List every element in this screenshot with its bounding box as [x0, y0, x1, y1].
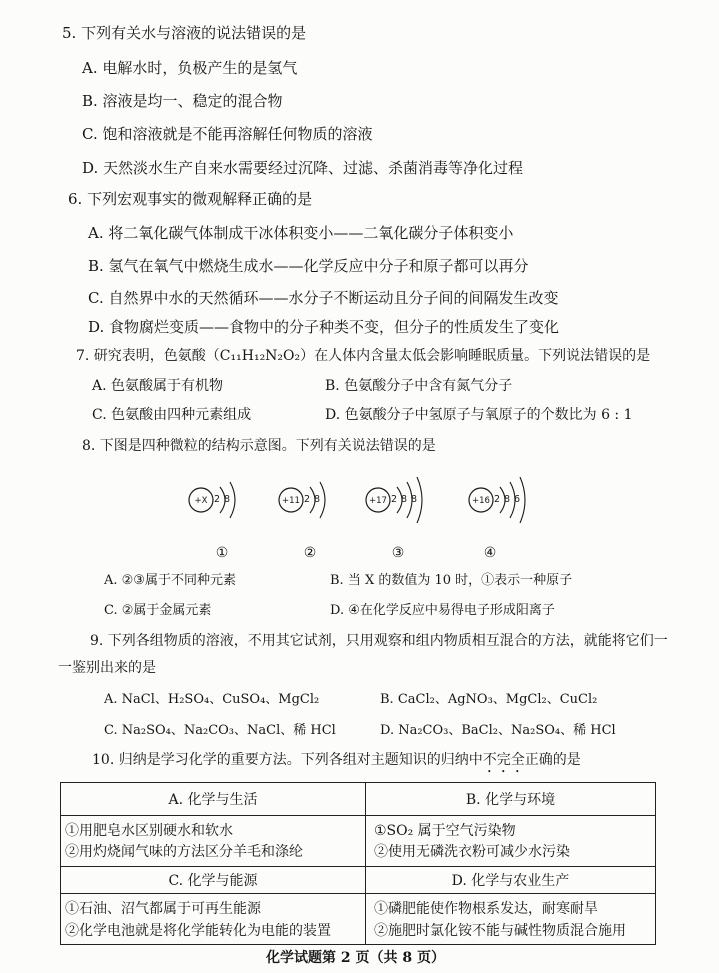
particle-2-diagram: [275, 462, 347, 540]
electron-count: 8: [313, 494, 321, 505]
electron-shell-arc: [230, 482, 235, 518]
table-cell-c: [61, 894, 366, 944]
q8-option-a: A. ②③属于不同种元素: [104, 573, 236, 588]
table-cell-b: [366, 816, 655, 867]
particle-1-diagram: [185, 462, 257, 540]
table-header-a: A. 化学与生活: [61, 783, 366, 816]
table-item-c2: ②化学电池就是将化学能转化为电能的装置: [65, 923, 331, 939]
particle-2-label: ②: [303, 545, 317, 561]
particle-4-label: ④: [483, 545, 497, 561]
electron-shell-arc: [320, 482, 325, 518]
q5-option-d: D. 天然淡水生产自来水需要经过沉降、过滤、杀菌消毒等净化过程: [82, 159, 524, 177]
q9-stem-line2: 一鉴别出来的是: [58, 660, 156, 676]
electron-count: 6: [513, 494, 521, 505]
electron-count: 2: [390, 494, 398, 505]
q9-option-a: A. NaCl、H₂SO₄、CuSO₄、MgCl₂: [104, 692, 320, 707]
q8-option-c: C. ②属于金属元素: [104, 603, 212, 618]
q8-option-b: B. 当 X 的数值为 10 时，①表示一种原子: [330, 573, 573, 588]
q10-stem: [92, 750, 581, 770]
q7-option-c: C. 色氨酸由四种元素组成: [92, 407, 252, 423]
q10-stem-tail: 正确的是: [524, 752, 581, 768]
table-item-d1: ①磷肥能使作物根系发达，耐寒耐旱: [374, 901, 598, 917]
q6-stem: 6. 下列宏观事实的微观解释正确的是: [68, 190, 313, 208]
q8-stem: 8. 下图是四种微粒的结构示意图。下列有关说法错误的是: [82, 438, 436, 454]
page-footer: 化学试题第 2 页（共 8 页）: [266, 950, 445, 966]
electron-count: 2: [303, 494, 311, 505]
q9-stem-line1: 9. 下列各组物质的溶液，不用其它试剂，只用观察和组内物质相互混合的方法，就能将它们一: [90, 633, 668, 649]
table-cell-d: [366, 894, 655, 944]
table-item-d2: ②施肥时氯化铵不能与碱性物质混合施用: [374, 923, 626, 939]
q7-stem: 7. 研究表明，色氨酸（C₁₁H₁₂N₂O₂）在人体内含量太低会影响睡眠质量。下列说法错误的是: [76, 348, 651, 364]
nucleus-charge: +11: [282, 496, 300, 506]
particle-1-label: ①: [215, 545, 229, 561]
electron-count: 8: [223, 494, 231, 505]
q10-stem-emphasis: 不完全: [482, 752, 525, 768]
q9-option-b: B. CaCl₂、AgNO₃、MgCl₂、CuCl₂: [380, 692, 598, 707]
table-header-b: B. 化学与环境: [366, 783, 655, 816]
q6-option-d: D. 食物腐烂变质——食物中的分子种类不变，但分子的性质发生了变化: [88, 318, 560, 336]
q7-option-a: A. 色氨酸属于有机物: [92, 378, 224, 394]
electron-count: 8: [400, 494, 408, 505]
particle-3-label: ③: [391, 545, 405, 561]
table-header-d: D. 化学与农业生产: [366, 867, 655, 894]
q5-option-a: A. 电解水时，负极产生的是氢气: [82, 59, 298, 77]
nucleus-charge: +X: [194, 496, 208, 506]
q5-option-c: C. 饱和溶液就是不能再溶解任何物质的溶液: [82, 125, 373, 143]
q10-table: [60, 782, 656, 945]
particle-4-diagram: [465, 462, 537, 540]
q6-option-a: A. 将二氧化碳气体制成干冰体积变小——二氧化碳分子体积变小: [88, 224, 514, 242]
table-cell-a: [61, 816, 366, 867]
electron-shell-arc: [417, 477, 422, 523]
table-item-c1: ①石油、沼气都属于可再生能源: [65, 901, 261, 917]
nucleus-charge: +16: [472, 496, 490, 506]
electron-count: 2: [493, 494, 501, 505]
q5-stem: 5. 下列有关水与溶液的说法错误的是: [62, 24, 307, 42]
electron-count: 2: [213, 494, 221, 505]
q8-option-d: D. ④在化学反应中易得电子形成阳离子: [330, 603, 555, 618]
table-item-b1: ①SO₂ 属于空气污染物: [374, 823, 516, 839]
q7-option-d: D. 色氨酸分子中氢原子与氧原子的个数比为 6 : 1: [325, 407, 633, 423]
q7-option-b: B. 色氨酸分子中含有氮气分子: [325, 378, 513, 394]
table-item-a2: ②用灼烧闻气味的方法区分羊毛和涤纶: [65, 844, 303, 860]
q5-option-b: B. 溶液是均一、稳定的混合物: [82, 92, 283, 110]
table-header-c: C. 化学与能源: [61, 867, 366, 894]
table-item-b2: ②使用无磷洗衣粉可减少水污染: [374, 844, 570, 860]
q9-option-d: D. Na₂CO₃、BaCl₂、Na₂SO₄、稀 HCl: [380, 723, 616, 738]
electron-shell-arc: [520, 477, 525, 523]
nucleus-charge: +17: [369, 496, 387, 506]
q10-stem-text: 10. 归纳是学习化学的重要方法。下列各组对主题知识的归纳中: [92, 752, 483, 768]
q9-option-c: C. Na₂SO₄、Na₂CO₃、NaCl、稀 HCl: [104, 723, 336, 738]
q6-option-b: B. 氢气在氧气中燃烧生成水——化学反应中分子和原子都可以再分: [88, 257, 529, 275]
electron-count: 8: [410, 494, 418, 505]
table-item-a1: ①用肥皂水区别硬水和软水: [65, 823, 233, 839]
electron-count: 8: [503, 494, 511, 505]
particle-3-diagram: [362, 462, 434, 540]
q6-option-c: C. 自然界中水的天然循环——水分子不断运动且分子间的间隔发生改变: [88, 289, 559, 307]
